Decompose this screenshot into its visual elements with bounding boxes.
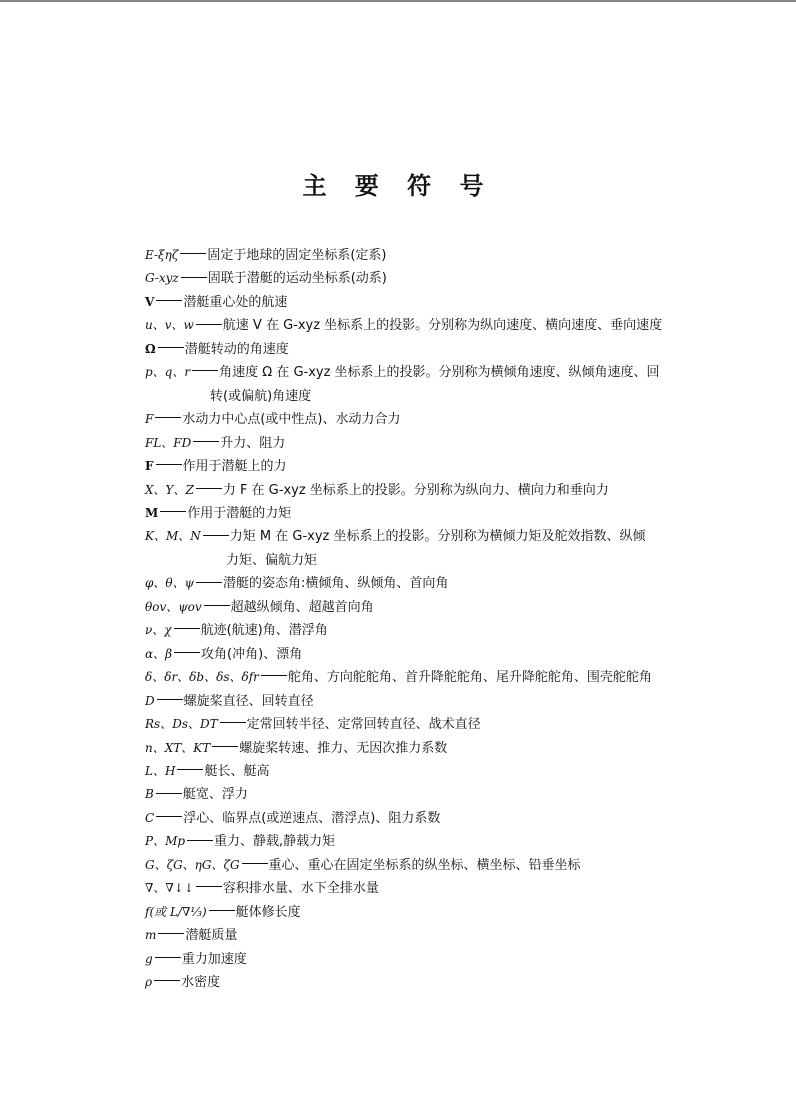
symbol-description: 艇体修长度	[235, 904, 301, 920]
em-dash-separator	[193, 441, 219, 442]
symbol-notation: F	[145, 459, 154, 474]
symbol-entry	[145, 690, 725, 713]
em-dash-separator	[155, 417, 181, 418]
symbol-description: 水动力中心点(或中性点)、水动力合力	[182, 412, 401, 428]
symbol-description: 作用于潜艇上的力	[182, 459, 287, 475]
em-dash-separator	[158, 933, 184, 934]
symbol-description: 潜艇的姿态角:横倾角、纵倾角、首向角	[223, 576, 449, 592]
em-dash-separator	[204, 605, 230, 606]
symbol-notation: f(或 L/∇⅓)	[145, 904, 207, 919]
symbol-description: 潜艇转动的角速度	[184, 341, 289, 357]
symbol-notation: P、Mp	[145, 834, 186, 849]
page-top-border	[0, 0, 796, 2]
em-dash-separator	[156, 464, 182, 465]
symbol-entry	[145, 314, 725, 337]
symbol-entry	[145, 291, 725, 314]
symbol-notation: C	[145, 810, 155, 825]
em-dash-separator	[157, 699, 183, 700]
symbol-entry	[145, 267, 725, 290]
symbol-description: 容积排水量、水下全排水量	[222, 881, 379, 897]
symbol-description: 艇长、艇高	[204, 763, 270, 779]
symbol-entry	[145, 361, 725, 384]
symbol-entry	[145, 408, 725, 431]
em-dash-separator	[242, 863, 268, 864]
symbol-entry	[145, 971, 725, 994]
symbol-notation: α、β	[145, 646, 173, 661]
symbol-entry	[145, 643, 725, 666]
em-dash-separator	[154, 980, 180, 981]
symbol-description: 舵角、方向舵舵角、首升降舵舵角、尾升降舵舵角、围壳舵舵角	[287, 670, 652, 686]
symbol-entry	[145, 432, 725, 455]
em-dash-separator	[180, 253, 206, 254]
em-dash-separator	[160, 511, 186, 512]
symbol-description: 重力、静载,静载力矩	[214, 834, 336, 850]
symbol-description: 潜艇重心处的航速	[183, 294, 288, 310]
symbol-entry	[145, 783, 725, 806]
symbol-description: 潜艇质量	[185, 928, 238, 944]
symbol-entry	[145, 948, 725, 971]
em-dash-separator	[196, 324, 222, 325]
symbol-notation: F	[145, 412, 154, 427]
symbol-notation: p、q、r	[145, 365, 191, 380]
symbol-entry	[145, 737, 725, 760]
symbol-entry	[145, 502, 725, 525]
em-dash-separator	[209, 910, 235, 911]
em-dash-separator	[181, 277, 207, 278]
symbol-entry	[145, 572, 725, 595]
symbol-entry	[145, 924, 725, 947]
symbol-description: 固定于地球的固定坐标系(定系)	[207, 248, 387, 263]
symbol-entry	[145, 854, 725, 877]
symbol-description: 力矩 M 在 G-xyz 坐标系上的投影。分别称为横倾力矩及舵效指数、纵倾	[229, 529, 646, 545]
symbol-notation: ∇、∇↓↓	[145, 881, 194, 896]
symbol-description: 螺旋桨转速、推力、无因次推力系数	[239, 740, 448, 756]
em-dash-separator	[158, 347, 184, 348]
symbol-description: 固联于潜艇的运动坐标系(动系)	[207, 271, 387, 287]
symbol-description: 作用于潜艇的力矩	[187, 505, 292, 521]
em-dash-separator	[156, 793, 182, 794]
symbol-description: 重心、重心在固定坐标系的纵坐标、横坐标、铅垂坐标	[268, 857, 581, 873]
symbol-notation: δ、δr、δb、δs、δfr	[145, 670, 259, 685]
symbol-entry	[145, 244, 725, 267]
em-dash-separator	[174, 628, 200, 629]
symbol-entry	[145, 455, 725, 478]
symbol-notation: Rs、Ds、DT	[145, 717, 218, 732]
symbol-entry	[145, 338, 725, 361]
em-dash-separator	[196, 582, 222, 583]
em-dash-separator	[220, 722, 246, 723]
em-dash-separator	[196, 886, 222, 887]
symbol-notation: ρ	[145, 975, 153, 990]
symbol-description: 艇宽、浮力	[182, 787, 248, 803]
symbol-entry	[145, 596, 725, 619]
symbol-entry	[145, 877, 725, 900]
symbol-entry	[145, 901, 725, 924]
em-dash-separator	[192, 370, 218, 371]
symbol-notation: φ、θ、ψ	[145, 576, 195, 591]
symbol-description-continuation: 转(或偏航)角速度	[210, 388, 312, 404]
em-dash-separator	[261, 675, 287, 676]
symbol-notation: FL、FD	[145, 435, 192, 450]
symbol-entry	[145, 830, 725, 853]
symbol-notation: V	[145, 294, 155, 309]
symbol-description: 浮心、临界点(或逆速点、潜浮点)、阻力系数	[183, 810, 441, 826]
em-dash-separator	[155, 957, 181, 958]
symbol-notation: m	[145, 928, 157, 943]
symbol-notation: G、ζG、ηG、ζG	[145, 857, 240, 872]
symbol-description: 攻角(冲角)、漂角	[201, 646, 303, 662]
symbol-notation: G-xyz	[145, 271, 179, 286]
symbol-notation: ν、χ	[145, 623, 172, 638]
symbol-notation: B	[145, 787, 154, 802]
symbol-notation: Ω	[145, 341, 156, 356]
symbol-notation: X、Y、Z	[145, 482, 194, 497]
symbol-list	[145, 244, 725, 995]
symbol-description: 定常回转半径、定常回转直径、战术直径	[246, 717, 481, 733]
symbol-notation: g	[145, 951, 153, 966]
em-dash-separator	[156, 300, 182, 301]
symbol-notation: n、XT、KT	[145, 740, 211, 755]
symbol-description: 超越纵倾角、超越首向角	[230, 599, 374, 615]
symbol-description: 螺旋桨直径、回转直径	[183, 693, 314, 709]
symbol-notation: M	[145, 505, 159, 520]
em-dash-separator	[174, 652, 200, 653]
em-dash-separator	[187, 840, 213, 841]
symbol-notation: K、M、N	[145, 529, 201, 544]
symbol-description: 水密度	[181, 975, 221, 991]
symbol-description: 重力加速度	[181, 951, 247, 967]
symbol-description: 力 F 在 G-xyz 坐标系上的投影。分别称为纵向力、横向力和垂向力	[222, 482, 609, 498]
symbol-notation: θov、ψov	[145, 599, 202, 614]
symbol-notation: L、H	[145, 763, 176, 778]
symbol-notation: u、v、w	[145, 318, 194, 333]
symbol-entry	[145, 807, 725, 830]
page-title: 主 要 符 号	[302, 172, 494, 200]
em-dash-separator	[212, 746, 238, 747]
symbol-notation: D	[145, 693, 155, 708]
symbol-entry	[145, 525, 725, 548]
symbol-entry	[145, 760, 725, 783]
em-dash-separator	[196, 488, 222, 489]
symbol-description: 升力、阻力	[220, 435, 286, 451]
symbol-description-continuation: 力矩、偏航力矩	[226, 552, 318, 568]
em-dash-separator	[203, 535, 229, 536]
symbol-description: 角速度 Ω 在 G-xyz 坐标系上的投影。分别称为横倾角速度、纵倾角速度、回	[219, 365, 660, 381]
symbol-description: 航速 V 在 G-xyz 坐标系上的投影。分别称为纵向速度、横向速度、垂向速度	[222, 318, 663, 334]
em-dash-separator	[156, 816, 182, 817]
symbol-entry	[145, 713, 725, 736]
em-dash-separator	[177, 769, 203, 770]
symbol-description: 航迹(航速)角、潜浮角	[200, 623, 328, 639]
symbol-entry	[145, 479, 725, 502]
symbol-entry	[145, 666, 725, 689]
symbol-entry	[145, 619, 725, 642]
symbol-notation: E-ξηζ	[145, 248, 179, 262]
